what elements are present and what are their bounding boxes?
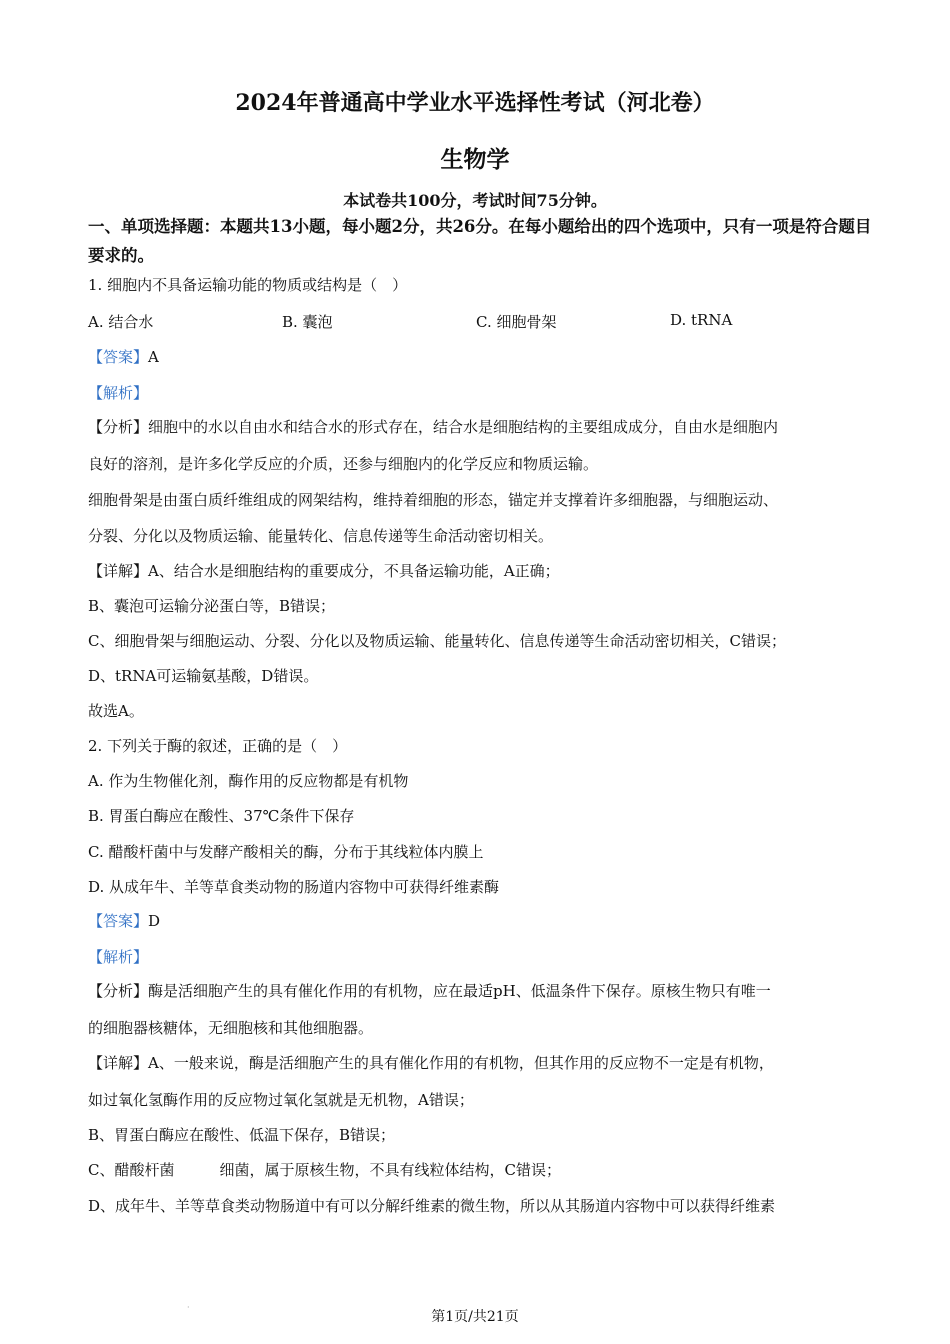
q2-detail-a-text: A、一般来说，酶是活细胞产生的具有催化作用的有机物，但其作用的反应物不一定是有机物， bbox=[148, 1054, 774, 1072]
q2-answer bbox=[88, 910, 160, 931]
q2-detail-b: B、胃蛋白酶应在酸性、低温下保存，B错误； bbox=[88, 1126, 396, 1144]
q1-detail-d: D、tRNA可运输氨基酸，D错误。 bbox=[88, 667, 319, 685]
q1-option-d: D. tRNA bbox=[670, 311, 733, 329]
q1-fenxi-line-4: 分裂、分化以及物质运输、能量转化、信息传递等生命活动密切相关。 bbox=[88, 527, 554, 545]
q2-option-a: A. 作为生物催化剂，酶作用的反应物都是有机物 bbox=[88, 772, 409, 790]
q1-answer bbox=[88, 346, 159, 367]
q2-detail-d: D、成年牛、羊等草食类动物肠道中有可以分解纤维素的微生物，所以从其肠道内容物中可以获得纤维素 bbox=[88, 1197, 776, 1215]
exam-info: 本试卷共100分，考试时间75分钟。 bbox=[343, 191, 607, 210]
q1-detail-a bbox=[88, 560, 560, 581]
q1-answer-value: A bbox=[148, 348, 159, 366]
q1-option-c: C. 细胞骨架 bbox=[476, 313, 557, 331]
exam-title: 2024年普通高中学业水平选择性考试（河北卷） bbox=[235, 90, 715, 116]
q2-detail-c: C、醋酸杆菌 细菌，属于原核生物，不具有线粒体结构，C错误； bbox=[88, 1161, 561, 1179]
q2-analysis-heading bbox=[88, 946, 148, 967]
q1-detail-a-text: A、结合水是细胞结构的重要成分，不具备运输功能，A正确； bbox=[148, 562, 560, 580]
page-number: 第1页/共21页 bbox=[431, 1309, 519, 1325]
q2-stem: 2. 下列关于酶的叙述，正确的是（ ） bbox=[88, 737, 348, 755]
analysis-tag: 【解析】 bbox=[88, 948, 149, 966]
q1-option-b: B. 囊泡 bbox=[282, 313, 333, 331]
q1-fenxi-text: 细胞中的水以自由水和结合水的形式存在，结合水是细胞结构的主要组成成分，自由水是细胞内 bbox=[148, 418, 779, 436]
detail-tag: 【详解】 bbox=[88, 562, 149, 580]
q2-option-d: D. 从成年牛、羊等草食类动物的肠道内容物中可获得纤维素酶 bbox=[88, 878, 500, 896]
footer-mark: · bbox=[187, 1303, 190, 1312]
subject-title: 生物学 bbox=[440, 146, 510, 173]
q1-option-a: A. 结合水 bbox=[88, 313, 154, 331]
q1-fenxi-line bbox=[88, 416, 778, 437]
q2-detail-a-2: 如过氧化氢酶作用的反应物过氧化氢就是无机物，A错误； bbox=[88, 1091, 474, 1109]
q1-fenxi-line-2: 良好的溶剂，是许多化学反应的介质，还参与细胞内的化学反应和物质运输。 bbox=[88, 455, 599, 473]
q2-fenxi-line bbox=[88, 980, 771, 1001]
answer-tag: 【答案】 bbox=[88, 348, 149, 366]
fenxi-tag: 【分析】 bbox=[88, 982, 149, 1000]
q1-analysis-heading bbox=[88, 382, 148, 403]
q1-detail-b: B、囊泡可运输分泌蛋白等，B错误； bbox=[88, 597, 336, 615]
q2-option-c: C. 醋酸杆菌中与发酵产酸相关的酶，分布于其线粒体内膜上 bbox=[88, 843, 484, 861]
q1-conclusion: 故选A。 bbox=[88, 702, 144, 720]
answer-tag: 【答案】 bbox=[88, 912, 149, 930]
q1-stem: 1. 细胞内不具备运输功能的物质或结构是（ ） bbox=[88, 276, 408, 294]
fenxi-tag: 【分析】 bbox=[88, 418, 149, 436]
q1-detail-c: C、细胞骨架与细胞运动、分裂、分化以及物质运输、能量转化、信息传递等生命活动密切相关，C错误； bbox=[88, 632, 786, 650]
q2-fenxi-text: 酶是活细胞产生的具有催化作用的有机物，应在最适pH、低温条件下保存。原核生物只有唯一 bbox=[148, 982, 771, 1000]
q2-answer-value: D bbox=[148, 912, 161, 930]
detail-tag: 【详解】 bbox=[88, 1054, 149, 1072]
q2-detail-a bbox=[88, 1052, 774, 1073]
section-heading: 一、单项选择题：本题共13小题，每小题2分，共26分。在每小题给出的四个选项中，只有一项是符合题目要求的。 bbox=[88, 217, 872, 265]
analysis-tag: 【解析】 bbox=[88, 384, 149, 402]
q1-fenxi-line-3: 细胞骨架是由蛋白质纤维组成的网架结构，维持着细胞的形态，锚定并支撑着许多细胞器，与细胞运动、 bbox=[88, 491, 779, 509]
q2-fenxi-line-2: 的细胞器核糖体，无细胞核和其他细胞器。 bbox=[88, 1019, 374, 1037]
q2-option-b: B. 胃蛋白酶应在酸性、37℃条件下保存 bbox=[88, 807, 355, 825]
